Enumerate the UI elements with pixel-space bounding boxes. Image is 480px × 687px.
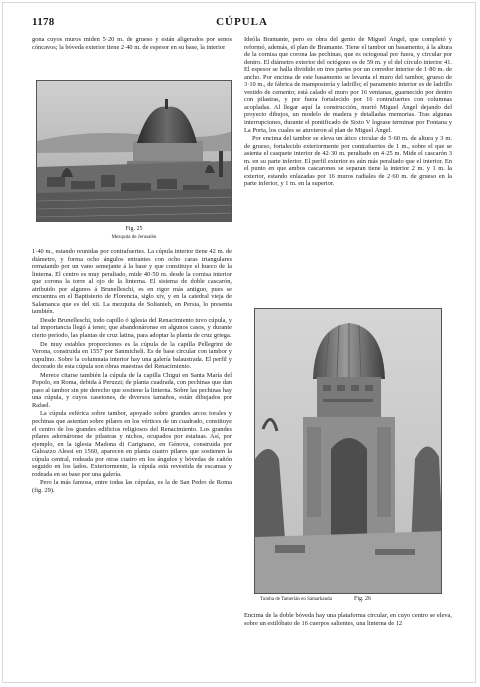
- paragraph: La cúpula esférica sobre tambor, apoyado sobre grandes arcos torales y pechinas que asientan sobre pilares en los vértices de un cuadrado, constituye el centro de los grandes edificios religiosos del Renacimiento. Los grandes pilares adornáronse de pilastras y nichos, ocupados por estatuas. Así, por ejemplo, en la iglesia Madona di Carignano, en Génova, construida por Galeazzo Alessi en 1560, aparecen en planta cuatro pilares que sostienen la cúpula central, rodeada por otras cuatro en los ángulos y bóvedas de cañón seguido en los lados. Exteriormente, la cúpula está revestida de escamas y rodeada en su base por una galería.: [32, 410, 232, 478]
- paragraph: gona cuyos muros miden 5·20 m. de grueso y están aligerados por senos cóncavos; la bóveda exterior tiene 2·40 m. de espesor en su base, la interior: [32, 36, 232, 51]
- paragraph: De muy estables proporciones es la cúpula de la capilla Pellegrini de Verona, construida en 1557 por Sanmicheli. Es de base circular con tambor y cupulino. Sobre la columnata interior hay una galería balaustrada. El perfil y decorado de esta cúpula son obras maestras del Renacimiento.: [32, 340, 232, 371]
- mosque-photo: [36, 80, 232, 222]
- figure-25-caption: Mezquita de Jerusalén: [111, 235, 157, 240]
- left-column-top: [32, 36, 232, 76]
- page-number: 1178: [32, 16, 55, 28]
- figure-26-caption: Tumba de Tamerlán en Samarkanda: [260, 597, 332, 602]
- right-column-bottom: [244, 612, 452, 678]
- page-header: [32, 16, 452, 32]
- paragraph: Pero la más famosa, entre todas las cúpulas, es la de San Pedro de Roma (fig. 29).: [32, 479, 232, 494]
- paragraph: Por encima del tambor se eleva un ático circular de 5·60 m. de altura y 3 m. de grueso, fortalecido exteriormente por contrafuertes de 1 m., sobre el que se asienta el casquete interior de 42·30 m. peraltado en 4·25 m. Mide el cascarón 3 m. en su parte inferior. El perfil exterior es aún más peraltado que el interior. En el punto en que ambos cascarones se separan tiene la interior 2 m. y 1 m. la exterior, estando enlazadas por 16 muros radiales de 2·60 m. de grueso en la parte inferior, y 1 m. en la superior.: [244, 135, 452, 188]
- paragraph: Ideóla Bramante, pero es obra del genio de Miguel Ángel, que completó y reformó, además, el plan de Bramante. Tiene el tambor un basamento, á la altura de la cornisa que corona las pechinas, que es octogonal por fuera, y circular por dentro. El diámetro exterior del octógono es de 59 m. y el del círculo interior 41. El espesor se halla dividido en tres partes por un corredor interior de 1·80 m. de ancho. Por encima de este basamento se levanta el muro del tambor, grueso de 3·10 m., de fábrica de mampostería y ladrillo; el paramento interior es de ladrillo vestido de cemento; está calado el muro por 16 ventanas, guarnecido por dentro con pilastras, y por fuera fortalecido por 16 contrafuertes con columnas acopladas. Al llegar aquí la construcción, murió Miguel Ángel dejando del proyecto dibujos, un modelo de madera y detalladas memorias. Tras algunas interrupciones, durante el pontificado de Sixto V lograse terminar por Fontana y La Porta, los cuales se atuvieron al plan de Miguel Ángel.: [244, 36, 452, 134]
- figure-25: [36, 80, 232, 246]
- left-column-bottom: [32, 248, 232, 678]
- right-column-top: [244, 36, 452, 304]
- paragraph: Merece citarse también la cúpula de la capilla Chigui en Santa María del Popolo, en Roma, debida á Peruzzi; de planta cuadrada, con pechinas que dan paso al tambor sin pie derecho que sostiene la linterna. Sobre las pechinas hay una cúpula, y cuyos casetones, de diversos tamaños, están dibujados por Rafael.: [32, 371, 232, 409]
- figure-26-label: Fig. 26: [354, 596, 372, 602]
- paragraph: 1·40 m., estando reunidas por contrafuertes. La cúpula interior tiene 42 m. de diámetro, y forma ocho ángulos entrantes con ocho caras triangulares rematando por un vano semejante á la base y que constituye el hueco de la linterna. El centro es muy peraltado, mide 40·50 m. desde la cornisa interior que corona la torre al ojo de la linterna. El sistema de doble cascarón, atribuido por algunos á Brunelleschi, es en rigor más antiguo, pues se encuentra en el Baptisterio de Florencia, siglo xiv, y en la catedral vieja de Salamanca que es del xii. La mezquita de Soltanieh, en Persia, lo presenta también.: [32, 248, 232, 316]
- tomb-photo: [254, 308, 442, 594]
- running-head: CÚPULA: [216, 16, 268, 28]
- figure-26: [254, 308, 442, 610]
- paragraph: Encima de la doble bóveda hay una plataforma circular, en cuyo centro se eleva, sobre un estilóbato de 16 cuerpos salientes, una linterna de 12: [244, 612, 452, 627]
- figure-25-label: Fig. 25: [125, 226, 143, 232]
- paragraph: Desde Brunelleschi, todo capillo ó iglesia del Renacimiento tuvo cúpula, y tal importancia llegó á tener, que abandonáronse en algunos casos, y durante cierto período, las plantas de cruz latina, para adoptar la planta de cruz griega.: [32, 316, 232, 340]
